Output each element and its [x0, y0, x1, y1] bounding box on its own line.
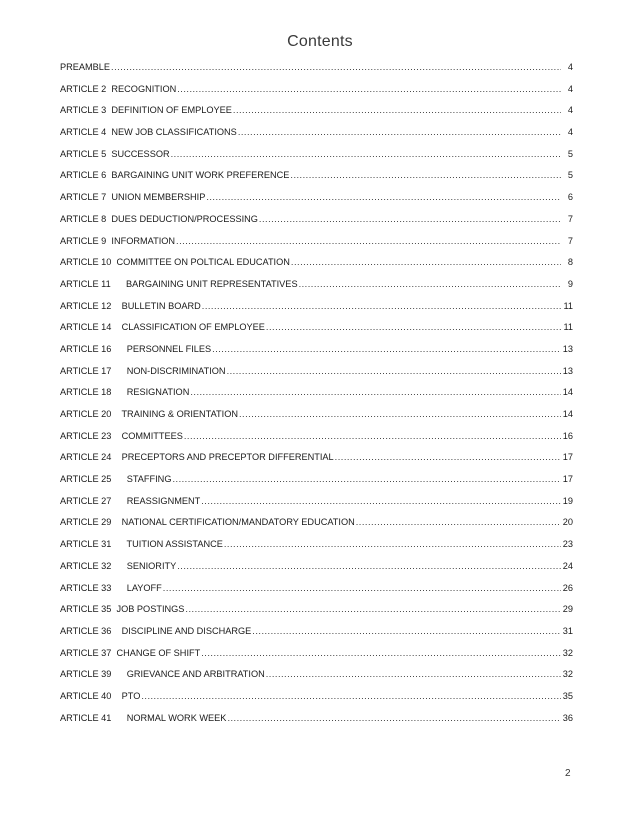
toc-entry-page: 26	[562, 582, 573, 593]
toc-entry[interactable]	[60, 84, 573, 106]
toc-entry-page: 7	[567, 213, 573, 224]
toc-entry-page: 4	[567, 105, 573, 116]
toc-dot-leader	[212, 344, 561, 354]
toc-entry[interactable]	[60, 257, 573, 279]
toc-entry-page: 9	[567, 278, 573, 289]
toc-entry-page: 13	[562, 365, 573, 376]
toc-entry-label: ARTICLE 18 RESIGNATION	[60, 387, 190, 398]
toc-entry-page: 7	[567, 235, 573, 246]
toc-entry[interactable]	[60, 539, 573, 561]
toc-dot-leader	[172, 474, 560, 484]
toc-entry-label: ARTICLE 29 NATIONAL CERTIFICATION/MANDATORY EDUCATION	[60, 517, 355, 528]
toc-entry[interactable]	[60, 279, 573, 301]
toc-dot-leader	[290, 170, 561, 180]
toc-dot-leader	[252, 626, 560, 636]
toc-entry[interactable]	[60, 452, 573, 474]
toc-entry[interactable]	[60, 517, 573, 539]
toc-entry-page: 4	[567, 127, 573, 138]
toc-entry[interactable]	[60, 105, 573, 127]
toc-entry-page: 5	[567, 170, 573, 181]
toc-dot-leader	[259, 214, 561, 224]
toc-entry-page: 14	[562, 409, 573, 419]
page-number: 2	[565, 768, 571, 779]
toc-entry[interactable]	[60, 669, 573, 691]
toc-entry-label: ARTICLE 8 DUES DEDUCTION/PROCESSING	[60, 213, 258, 224]
toc-entry[interactable]	[60, 604, 573, 626]
toc-entry-page: 29	[562, 604, 573, 615]
toc-dot-leader	[206, 192, 561, 202]
toc-entry-page: 4	[567, 83, 573, 94]
toc-entry-label: ARTICLE 2 RECOGNITION	[60, 83, 177, 94]
toc-entry[interactable]	[60, 322, 573, 344]
toc-entry-page: 23	[562, 539, 573, 550]
toc-dot-leader	[266, 322, 561, 332]
toc-entry-label: ARTICLE 40 PTO	[60, 690, 141, 701]
toc-entry[interactable]	[60, 648, 573, 670]
toc-entry-page: 11	[563, 322, 573, 333]
toc-entry-label: ARTICLE 37 CHANGE OF SHIFT	[60, 647, 201, 658]
toc-entry-label: ARTICLE 4 NEW JOB CLASSIFICATIONS	[60, 127, 237, 138]
toc-entry-page: 35	[562, 690, 573, 701]
toc-entry[interactable]	[60, 127, 573, 149]
toc-entry-label: ARTICLE 14 CLASSIFICATION OF EMPLOYEE	[60, 322, 265, 333]
toc-dot-leader	[177, 561, 561, 571]
toc-entry[interactable]	[60, 170, 573, 192]
toc-entry-label: ARTICLE 35 JOB POSTINGS	[60, 604, 185, 615]
toc-entry-page: 24	[562, 560, 573, 571]
toc-entry-label: ARTICLE 20 TRAINING & ORIENTATION	[60, 409, 238, 419]
toc-entry-page: 31	[562, 625, 573, 636]
toc-entry[interactable]	[60, 192, 573, 214]
toc-dot-leader	[238, 127, 561, 137]
toc-dot-leader	[177, 84, 561, 94]
toc-entry[interactable]	[60, 344, 573, 366]
toc-dot-leader	[202, 301, 561, 311]
toc-dot-leader	[335, 452, 561, 462]
toc-dot-leader	[190, 387, 560, 397]
toc-entry-page: 4	[567, 62, 573, 72]
table-of-contents	[60, 62, 573, 734]
toc-dot-leader	[299, 279, 561, 289]
toc-entry-page: 8	[567, 257, 573, 268]
toc-entry-label: ARTICLE 3 DEFINITION OF EMPLOYEE	[60, 105, 232, 116]
toc-entry-label: ARTICLE 31 TUITION ASSISTANCE	[60, 539, 223, 550]
toc-entry[interactable]	[60, 301, 573, 323]
toc-entry[interactable]	[60, 62, 573, 84]
toc-entry-label: ARTICLE 17 NON-DISCRIMINATION	[60, 365, 226, 376]
toc-entry-page: 13	[562, 343, 573, 354]
toc-entry-label: ARTICLE 10 COMMITTEE ON POLTICAL EDUCATION	[60, 257, 290, 268]
toc-dot-leader	[201, 648, 561, 658]
toc-entry-label: ARTICLE 12 BULLETIN BOARD	[60, 300, 201, 311]
toc-entry-label: ARTICLE 32 SENIORITY	[60, 560, 177, 571]
toc-entry-label: ARTICLE 23 COMMITTEES	[60, 430, 183, 441]
toc-entry-label: ARTICLE 7 UNION MEMBERSHIP	[60, 192, 206, 203]
toc-dot-leader	[356, 517, 561, 527]
toc-dot-leader	[291, 257, 561, 267]
toc-entry[interactable]	[60, 387, 573, 409]
toc-entry[interactable]	[60, 409, 573, 431]
toc-dot-leader	[224, 539, 561, 549]
toc-dot-leader	[227, 713, 560, 723]
toc-entry-label: ARTICLE 41 NORMAL WORK WEEK	[60, 712, 227, 723]
toc-entry-label: PREAMBLE	[60, 62, 111, 72]
toc-entry-page: 19	[562, 495, 573, 506]
toc-entry[interactable]	[60, 149, 573, 171]
toc-entry[interactable]	[60, 583, 573, 605]
toc-entry-page: 6	[567, 192, 573, 203]
toc-entry-label: ARTICLE 25 STAFFING	[60, 474, 172, 485]
toc-entry[interactable]	[60, 366, 573, 388]
toc-dot-leader	[266, 669, 561, 679]
toc-dot-leader	[227, 366, 561, 376]
toc-entry-page: 36	[562, 712, 573, 723]
toc-dot-leader	[111, 62, 561, 72]
toc-entry-page: 17	[562, 474, 573, 485]
toc-entry-label: ARTICLE 9 INFORMATION	[60, 235, 176, 246]
toc-entry-label: ARTICLE 16 PERSONNEL FILES	[60, 343, 212, 354]
toc-entry[interactable]	[60, 474, 573, 496]
toc-dot-leader	[184, 431, 561, 441]
toc-dot-leader	[233, 105, 561, 115]
toc-entry[interactable]	[60, 214, 573, 236]
toc-entry-page: 14	[562, 387, 573, 398]
toc-dot-leader	[201, 496, 561, 506]
toc-entry-page: 20	[562, 517, 573, 528]
toc-entry-label: ARTICLE 5 SUCCESSOR	[60, 148, 170, 159]
toc-dot-leader	[176, 236, 561, 246]
toc-entry-page: 32	[562, 669, 573, 680]
toc-entry-label: ARTICLE 36 DISCIPLINE AND DISCHARGE	[60, 625, 252, 636]
toc-dot-leader	[239, 409, 561, 419]
toc-entry-label: ARTICLE 39 GRIEVANCE AND ARBITRATION	[60, 669, 265, 680]
toc-entry-page: 11	[563, 300, 573, 311]
toc-entry-page: 5	[567, 148, 573, 159]
toc-entry-page: 32	[562, 647, 573, 658]
toc-entry-label: ARTICLE 24 PRECEPTORS AND PRECEPTOR DIFFERENTIAL	[60, 452, 334, 463]
toc-title: Contents	[287, 33, 353, 50]
toc-entry-label: ARTICLE 27 REASSIGNMENT	[60, 495, 201, 506]
toc-entry-label: ARTICLE 6 BARGAINING UNIT WORK PREFERENCE	[60, 170, 290, 181]
toc-entry[interactable]	[60, 431, 573, 453]
toc-dot-leader	[141, 691, 560, 701]
toc-entry[interactable]	[60, 713, 573, 735]
toc-entry-page: 17	[562, 452, 573, 463]
toc-dot-leader	[163, 583, 561, 593]
toc-entry[interactable]	[60, 561, 573, 583]
toc-dot-leader	[185, 604, 560, 614]
toc-entry[interactable]	[60, 496, 573, 518]
toc-entry[interactable]	[60, 626, 573, 648]
toc-dot-leader	[171, 149, 561, 159]
toc-entry-label: ARTICLE 11 BARGAINING UNIT REPRESENTATIVES	[60, 278, 298, 289]
toc-entry[interactable]	[60, 236, 573, 258]
toc-entry[interactable]	[60, 691, 573, 713]
toc-entry-page: 16	[562, 430, 573, 441]
toc-entry-label: ARTICLE 33 LAYOFF	[60, 582, 162, 593]
